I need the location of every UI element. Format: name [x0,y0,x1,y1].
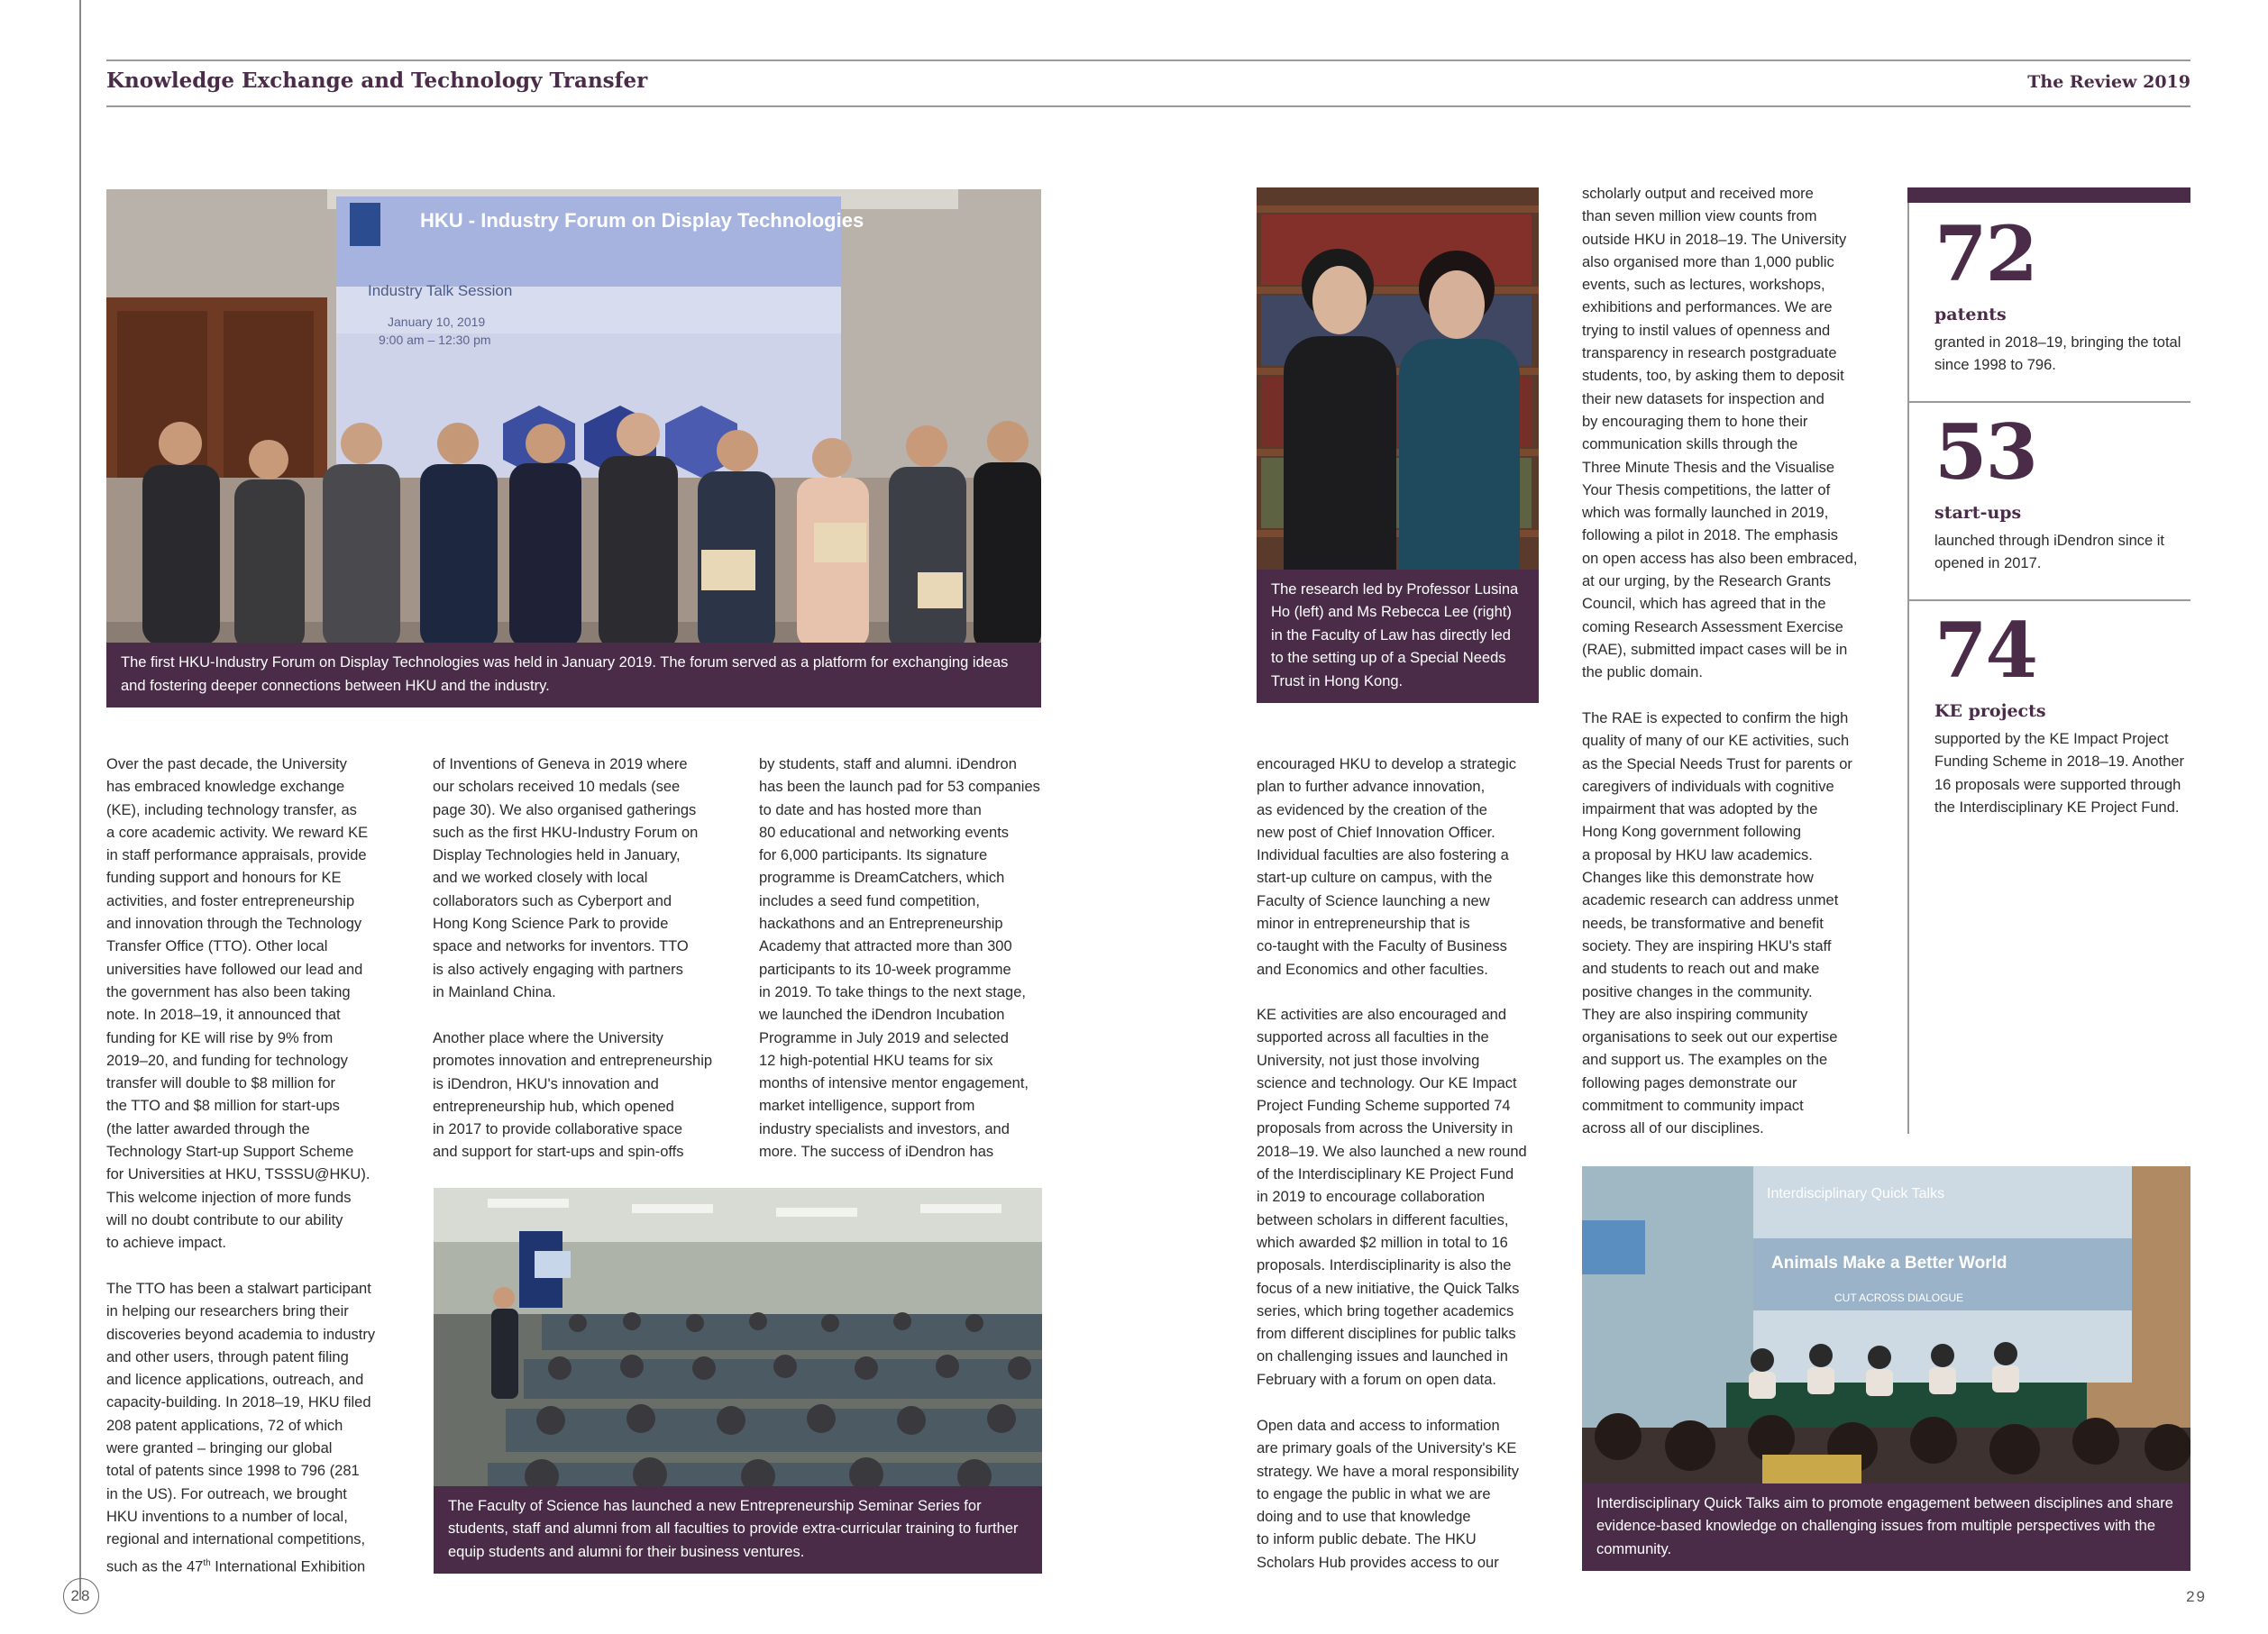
body-column-1-para-3-text: such as the 47 [106,1558,204,1575]
stat-patents-desc: granted in 2018–19, bringing the total since 1998 to 796. [1934,334,2181,374]
stats-divider-1 [1907,401,2190,403]
quicktalks-screen-subtitle: Animals Make a Better World [1771,1254,2007,1273]
body-column-1-para-1: Over the past decade, the University has embraced knowledge exchange (KE), including technology transfer, as a core academic activity. We reward KE in staff performance appraisals, provide funding support and honours for KE activities, and foster entrepreneurship and innovation through the Technology Transfer Office (TTO). Other local universities have followed our lead and the government has also been taking note. In 2018–19, it announced that funding for KE will rise by 9% from 2019–20, and funding for technology transfer will double to $8 million for the TTO and $8 million for start-ups (the latter awarded through the Technology Start-up Support Scheme for Universities at HKU, TSSSU@HKU). This welcome injection of more funds will no doubt contribute to our ability to achieve impact. [106,756,370,1252]
body-column-1-para-3-end: International Exhibition [210,1558,366,1575]
left-margin-line [79,0,81,1600]
body-column-1-para-3 [106,1552,404,1579]
body-column-4-para-3: Open data and access to information are primary goals of the University's KE strategy. We have a moral responsibility to engage the public in what we are doing and to use that knowledge to inform public debate. The HKU Scholars Hub provides access to our [1257,1418,1520,1571]
ordinal-superscript: th [203,1558,211,1568]
stats-divider-2 [1907,599,2190,601]
forum-screen-title: HKU - Industry Forum on Display Technologies [420,209,864,232]
page-number-left: 28 [63,1578,99,1614]
section-title: Knowledge Exchange and Technology Transfer [106,68,648,93]
stat-patents-number: 72 [1934,209,2036,298]
stat-ke-projects [1934,606,2187,819]
body-column-5-para-1: scholarly output and received more than seven million view counts from outside HKU in 2018–19. The University also organised more than 1,000 public events, such as lectures, workshops, exhibitions and performances. We are trying to instil values of openness and transparency in research postgraduate students, too, by asking them to deposit their new datasets for inspection and by encouraging them to hone their communication skills through the Three Minute Thesis and the Visualise Your Thesis competitions, the latter of which was formally launched in 2019, following a pilot in 2018. The emphasis on open access has also been embraced, at our urging, by the Research Grants Council, which has agreed that in the coming Research Assessment Exercise (RAE), submitted impact cases will be in the public domain. [1582,186,1858,681]
page-number-right: 29 [2186,1588,2207,1605]
body-column-4-para-1: encouraged HKU to develop a strategic plan to further advance innovation, as evidenced by the creation of the new post of Chief Innovation Officer. Individual faculties are also fostering a start-up culture on campus, with the Faculty of Science launching a new minor in entrepreneurship that is co-taught with the Faculty of Business and Economics and other faculties. [1257,756,1517,978]
header-bottom-rule [106,105,2190,107]
publication-title: The Review 2019 [2027,72,2190,92]
stats-side-rule [1907,203,1909,1134]
header-top-rule [106,59,2190,61]
stat-patents [1934,209,2187,378]
stat-startups-number: 53 [1934,407,2036,497]
forum-screen-time: 9:00 am – 12:30 pm [379,333,491,347]
stat-patents-label: patents [1934,305,2007,324]
body-column-3: by students, staff and alumni. iDendron has been the launch pad for 53 companies to date and has hosted more than 80 educational and networking events for 6,000 participants. Its signature programme is DreamCatchers, which includes a seed fund competition, hackathons and an Entrepreneurship Academy that attracted more than 300 participants to its 10-week programme in 2019. To take things to the next stage, we launched the iDendron Incubation Programme in July 2019 and selected 12 high-potential HKU teams for six months of intensive mentor engagement, market intelligence, support from industry specialists and investors, and more. The success of iDendron has [759,756,1040,1161]
quicktalks-caption: Interdisciplinary Quick Talks aim to promote engagement between disciplines and share evidence-based knowledge on challenging issues from multiple perspectives with the community. [1582,1483,2190,1572]
body-column-1-para-2: The TTO has been a stalwart participant in helping our researchers bring their discoveries beyond academia to industry and other users, through patent filing and licence applications, outreach, and capacity-building. In 2018–19, HKU filed 208 patent applications, 72 of which were granted – bringing our global total of patents since 1998 to 796 (281 in the US). For outreach, we brought HKU inventions to a number of local, regional and international competitions, [106,1281,376,1548]
body-column-2-para-2: Another place where the University promotes innovation and entrepreneurship is iDendron, HKU's innovation and entrepreneurship hub, which opened in 2017 to provide collaborative space and support for start-ups and spin-offs [433,1030,713,1161]
professors-caption: The research led by Professor Lusina Ho (left) and Ms Rebecca Lee (right) in the Faculty of Law has directly led to the setting up of a Special Needs Trust in Hong Kong. [1257,570,1539,704]
professors-photo [1257,187,1539,703]
forum-screen-date: January 10, 2019 [388,315,486,329]
forum-screen-session: Industry Talk Session [368,282,513,299]
forum-caption: The first HKU-Industry Forum on Display Technologies was held in January 2019. The forum served as a platform for exchanging ideas and fostering deeper connections between HKU and the industry. [106,643,1041,707]
quicktalks-screen-tag: CUT ACROSS DIALOGUE [1834,1292,1964,1304]
stat-ke-projects-number: 74 [1934,606,2036,695]
forum-photo-illustration [106,189,1041,707]
forum-photo [106,189,1041,707]
seminar-caption: The Faculty of Science has launched a new Entrepreneurship Seminar Series for students, staff and alumni from all faculties to provide extra-curricular training to further equip students and alumni for their business ventures. [434,1486,1042,1575]
quicktalks-photo [1582,1166,2190,1571]
body-column-5-para-2: The RAE is expected to confirm the high quality of many of our KE activities, such as the Special Needs Trust for parents or caregivers of individuals with cognitive impairment that was adopted by the Hong Kong government following a proposal by HKU law academics. Changes like this demonstrate how academic research can address unmet needs, be transformative and benefit society. They are inspiring HKU's staff and students to reach out and make positive changes in the community. They are also inspiring community organisations to seek out our expertise and support us. The examples on the following pages demonstrate our commitment to community impact across all of our disciplines. [1582,710,1852,1137]
quicktalks-screen-title: Interdisciplinary Quick Talks [1767,1186,1945,1201]
stat-startups [1934,407,2187,576]
stat-startups-desc: launched through iDendron since it opened in 2017. [1934,533,2165,572]
stat-startups-label: start-ups [1934,503,2022,523]
body-column-2-para-1: of Inventions of Geneva in 2019 where our scholars received 10 medals (see page 30). We also organised gatherings such as the first HKU-Industry Forum on Display Technologies held in January, and we worked closely with local collaborators such as Cyberport and Hong Kong Science Park to provide space and networks for inventors. TTO is also actively engaging with partners in Mainland China. [433,756,699,1000]
body-column-4-para-2: KE activities are also encouraged and supported across all faculties in the University, not just those involving science and technology. Our KE Impact Project Funding Scheme supported 74 proposals from across the University in 2018–19. We also launched a new round of the Interdisciplinary KE Project Fund in 2019 to encourage collaboration between scholars in different faculties, which awarded $2 million in total to 16 proposals. Interdisciplinarity is also the focus of a new initiative, the Quick Talks series, which bring together academics from different disciplines for public talks on challenging issues and launched in February with a forum on open data. [1257,1007,1527,1388]
seminar-photo [434,1188,1042,1574]
stats-header-bar [1907,187,2190,203]
stat-ke-projects-label: KE projects [1934,701,2046,721]
stat-ke-projects-desc: supported by the KE Impact Project Funding Scheme in 2018–19. Another 16 proposals were supported through the Interdisciplinary KE Project Fund. [1934,731,2185,816]
